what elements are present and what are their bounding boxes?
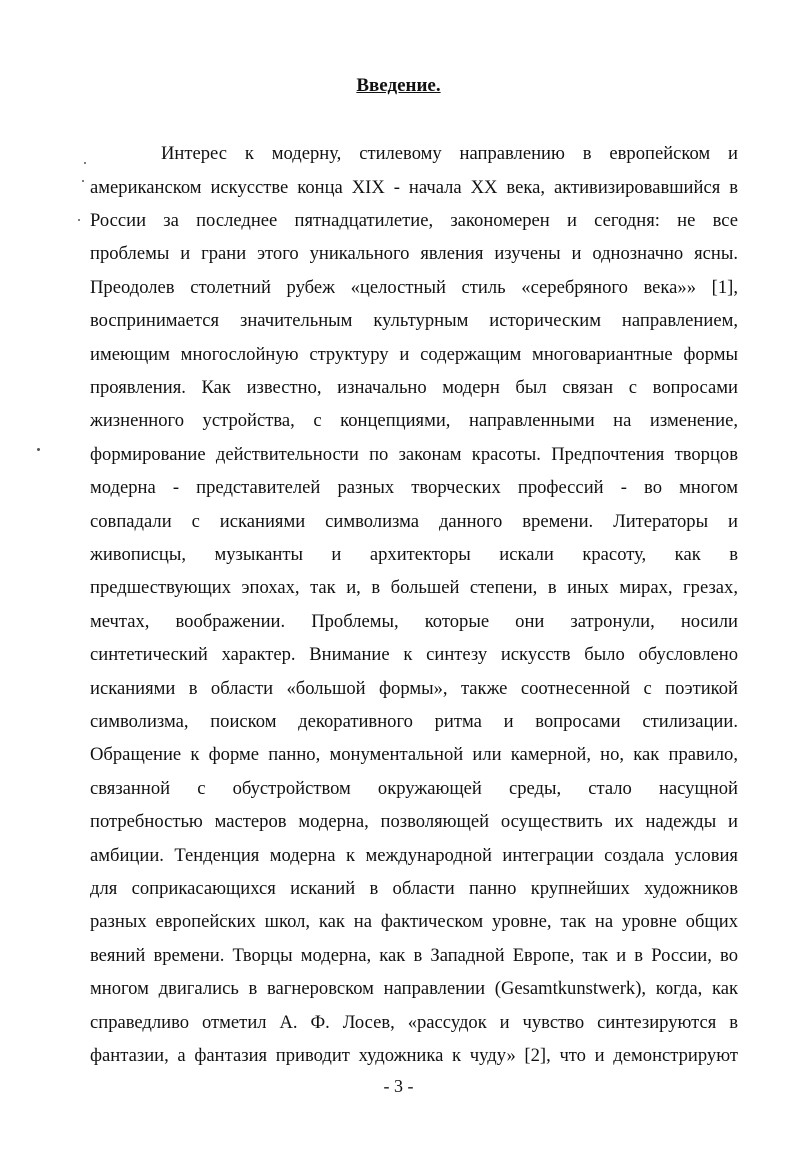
text-line: России за последнее пятнадцатилетие, закономерен и сегодня: не все xyxy=(90,210,738,231)
text-line: формирование действительности по законам красоты. Предпочтения творцов xyxy=(90,444,738,465)
text-line: проблемы и грани этого уникального явления изучены и однозначно ясны. xyxy=(90,243,738,264)
page-title: Введение. xyxy=(356,75,441,96)
text-line: американском искусстве конца XIX - начала XX века, активизировавшийся в xyxy=(90,177,738,198)
text-line: справедливо отметил А. Ф. Лосев, «рассудок и чувство синтезируются в xyxy=(90,1012,738,1033)
scan-speck xyxy=(78,219,80,221)
text-line: исканиями в области «большой формы», также соотнесенной с поэтикой xyxy=(90,678,738,699)
text-line: разных европейских школ, как на фактическом уровне, так на уровне общих xyxy=(90,911,738,932)
text-line: Интерес к модерну, стилевому направлению в европейском и xyxy=(161,143,738,164)
text-line: потребностью мастеров модерна, позволяющей осуществить их надежды и xyxy=(90,811,738,832)
text-line: синтетический характер. Внимание к синтезу искусств было обусловлено xyxy=(90,644,738,665)
text-line: проявления. Как известно, изначально модерн был связан с вопросами xyxy=(90,377,738,398)
text-line: амбиции. Тенденция модерна к международной интеграции создала условия xyxy=(90,845,738,866)
text-line: Преодолев столетний рубеж «целостный стиль «серебряного века»» [1], xyxy=(90,277,738,298)
text-line: символизма, поиском декоративного ритма и вопросами стилизации. xyxy=(90,711,738,732)
text-line: веяний времени. Творцы модерна, как в Западной Европе, так и в России, во xyxy=(90,945,738,966)
text-line: предшествующих эпохах, так и, в большей степени, в иных мирах, грезах, xyxy=(90,577,738,598)
text-line: воспринимается значительным культурным историческим направлением, xyxy=(90,310,738,331)
scan-speck xyxy=(37,448,40,451)
scan-speck xyxy=(82,180,84,182)
text-line: фантазии, а фантазия приводит художника к чуду» [2], что и демонстрируют xyxy=(90,1045,738,1066)
text-line: живописцы, музыканты и архитекторы искали красоту, как в xyxy=(90,544,738,565)
text-line: жизненного устройства, с концепциями, направленными на изменение, xyxy=(90,410,738,431)
text-line: Обращение к форме панно, монументальной или камерной, но, как правило, xyxy=(90,744,738,765)
text-line: совпадали с исканиями символизма данного времени. Литераторы и xyxy=(90,511,738,532)
text-line: мечтах, воображении. Проблемы, которые они затронули, носили xyxy=(90,611,738,632)
text-line: имеющим многослойную структуру и содержащим многовариантные формы xyxy=(90,344,738,365)
text-line: модерна - представителей разных творческих профессий - во многом xyxy=(90,477,738,498)
text-line: связанной с обустройством окружающей среды, стало насущной xyxy=(90,778,738,799)
scan-speck xyxy=(84,162,86,164)
text-line: для соприкасающихся исканий в области панно крупнейших художников xyxy=(90,878,738,899)
text-line: многом двигались в вагнеровском направлении (Gesamtkunstwerk), когда, как xyxy=(90,978,738,999)
page-number: - 3 - xyxy=(383,1076,414,1096)
